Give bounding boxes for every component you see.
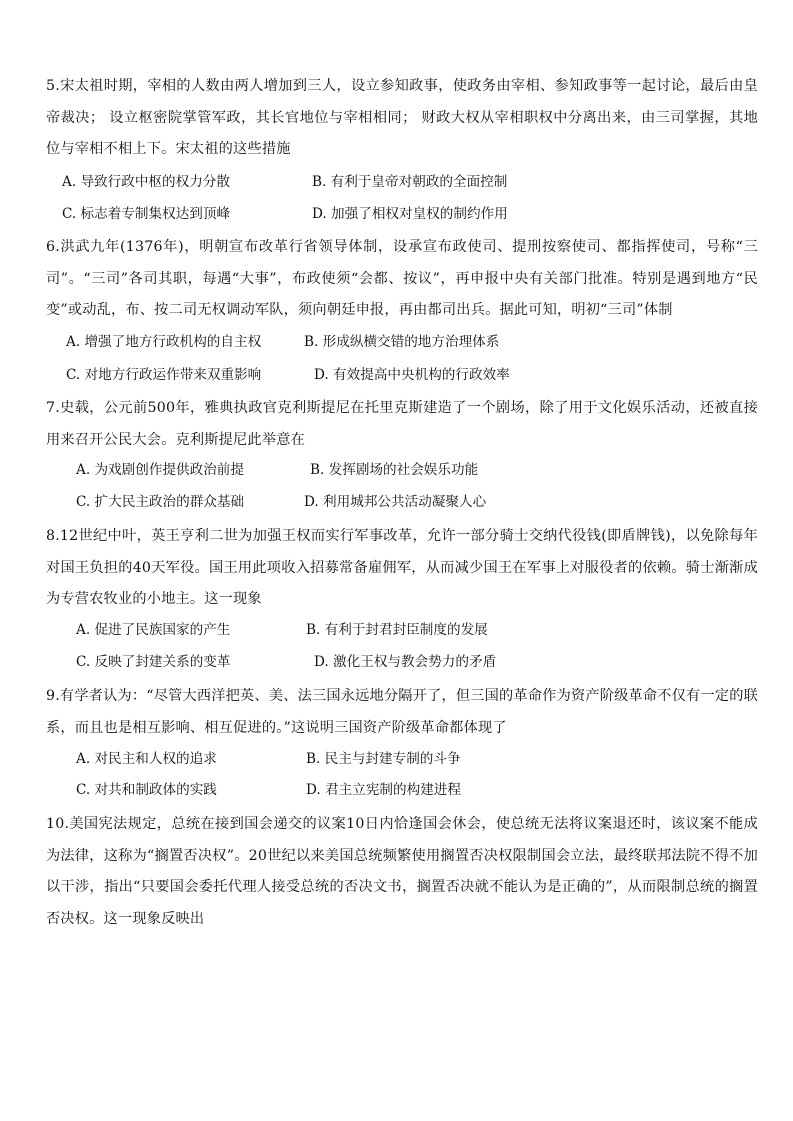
question-6-option-d: D. 有效提高中央机构的行政效率 xyxy=(314,367,510,383)
question-7-stem: 7.史载，公元前500年，雅典执政官克利斯提尼在托里克斯建造了一个剧场，除了用于文化娱乐活动，还被直接用来召开公民大会。克利斯提尼此举意在 xyxy=(46,400,758,448)
question-6-option-b: B. 形成纵横交错的地方治理体系 xyxy=(304,334,500,350)
question-10-stem: 10.美国宪法规定，总统在接到国会递交的议案10日内恰逢国会休会，使总统无法将议案退还时，该议案不能成为法律，这称为“搁置否决权”。20世纪以来美国总统频繁使用搁置否决权限制国会立法，最终联邦法院不得不加以干涉，指出“只要国会委托代理人接受总统的否决文书，搁置否决就不能认为是正确的”，从而限制总统的搁置否决权。这一现象反映出 xyxy=(46,816,758,927)
question-5-stem: 5.宋太祖时期，宰相的人数由两人增加到三人，设立参知政事，使政务由宰相、参知政事等一起讨论，最后由皇帝裁决； 设立枢密院掌管军政，其长官地位与宰相相同； 财政大权从宰相职权中分离出来，由三司掌握，其地位与宰相不相上下。宋太祖的这些措施 xyxy=(46,78,758,157)
question-5-option-d: D. 加强了相权对皇权的制约作用 xyxy=(312,206,508,222)
question-9-option-d: D. 君主立宪制的构建进程 xyxy=(306,782,461,798)
question-5-option-c: C. 标志着专制集权达到顶峰 xyxy=(62,206,231,222)
question-8-stem: 8.12世纪中叶，英王亨利二世为加强王权而实行军事改革，允许一部分骑士交纳代役钱(即盾牌钱)，以免除每年对国王负担的40天军役。国王用此项收入招募常备雇佣军，从而减少国王在军事上对服役者的依赖。骑士渐渐成为专营农牧业的小地主。这一现象 xyxy=(46,528,758,607)
question-9-option-b: B. 民主与封建专制的斗争 xyxy=(306,751,461,767)
question-8-option-a: A. 促进了民族国家的产生 xyxy=(76,622,231,638)
question-8-option-d: D. 激化王权与教会势力的矛盾 xyxy=(314,654,497,670)
question-8-option-c: C. 反映了封建关系的变革 xyxy=(76,654,231,670)
question-7-option-b: B. 发挥剧场的社会娱乐功能 xyxy=(310,462,479,478)
question-9-option-a: A. 对民主和人权的追求 xyxy=(76,751,217,767)
question-5-option-a: A. 导致行政中枢的权力分散 xyxy=(62,174,230,190)
question-7-option-a: A. 为戏剧创作提供政治前提 xyxy=(76,462,244,478)
question-6-stem: 6.洪武九年(1376年)，明朝宣布改革行省领导体制，设承宣布政使司、提刑按察使司、都指挥使司，号称“三司”。“三司”各司其职，每遇“大事”，布政使须“会都、按议”，再申报中央有关部门批准。特别是遇到地方“民变”或动乱，布、按二司无权调动军队，须向朝廷申报，再由都司出兵。据此可知，明初“三司”体制 xyxy=(46,239,758,318)
question-9-option-c: C. 对共和制政体的实践 xyxy=(76,782,217,798)
question-7-option-d: D. 利用城邦公共活动凝聚人心 xyxy=(304,494,487,510)
question-7-option-c: C. 扩大民主政治的群众基础 xyxy=(76,494,245,510)
question-6-option-a: A. 增强了地方行政机构的自主权 xyxy=(66,334,262,350)
question-8-option-b: B. 有利于封君封臣制度的发展 xyxy=(306,622,488,638)
question-9-stem: 9.有学者认为：“尽管大西洋把英、美、法三国永远地分隔开了，但三国的革命作为资产阶级革命不仅有一定的联系，而且也是相互影响、相互促进的。”这说明三国资产阶级革命都体现了 xyxy=(46,688,758,736)
question-5-option-b: B. 有利于皇帝对朝政的全面控制 xyxy=(312,174,508,190)
question-6-option-c: C. 对地方行政运作带来双重影响 xyxy=(66,367,262,383)
